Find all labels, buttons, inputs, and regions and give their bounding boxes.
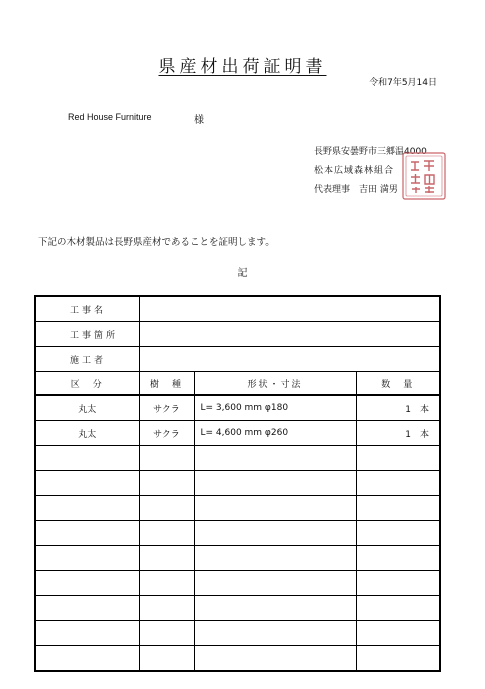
cell-category: 丸太	[35, 421, 139, 446]
cell-quantity	[356, 571, 440, 596]
table-row	[35, 646, 440, 672]
contractor-label: 施工者	[35, 347, 139, 372]
cell-species	[139, 521, 194, 546]
column-header-quantity: 数 量	[356, 372, 440, 396]
cell-quantity	[356, 596, 440, 621]
table-row	[35, 395, 440, 421]
issuer-organization: 松本広域森林組合	[314, 166, 395, 176]
cell-shape-dimensions	[194, 546, 356, 571]
header-row-project-name	[35, 296, 440, 322]
cell-species	[139, 646, 194, 672]
cell-category	[35, 446, 139, 471]
project-name-value	[139, 296, 440, 322]
cell-shape-dimensions	[194, 471, 356, 496]
cell-category	[35, 571, 139, 596]
cell-species	[139, 496, 194, 521]
issue-date: 令和7年5月14日	[369, 78, 437, 88]
cell-quantity	[356, 496, 440, 521]
contractor-value	[139, 347, 440, 372]
certification-statement: 下記の木材製品は長野県産材であることを証明します。	[38, 237, 275, 248]
column-header-category: 区 分	[35, 372, 139, 396]
column-header-row	[35, 372, 440, 396]
cell-category	[35, 496, 139, 521]
cell-shape-dimensions	[194, 646, 356, 672]
cell-quantity	[356, 471, 440, 496]
issuer-representative: 代表理事 吉田 満男	[314, 185, 398, 195]
recipient-honorific: 様	[194, 115, 204, 126]
certificate-table	[34, 295, 441, 672]
project-location-value	[139, 322, 440, 347]
table-row	[35, 496, 440, 521]
cell-category	[35, 596, 139, 621]
cell-quantity	[356, 521, 440, 546]
cell-species	[139, 621, 194, 646]
project-location-label: 工事箇所	[35, 322, 139, 347]
cell-species	[139, 471, 194, 496]
cell-shape-dimensions: L= 3,600 mm φ180	[194, 395, 356, 421]
cell-quantity: 1 本	[356, 421, 440, 446]
issuer-address: 長野県安曇野市三郷温4000	[314, 147, 427, 157]
cell-quantity	[356, 446, 440, 471]
cell-shape-dimensions	[194, 571, 356, 596]
cell-shape-dimensions	[194, 496, 356, 521]
cell-shape-dimensions	[194, 621, 356, 646]
document-title: 県産材出荷証明書	[158, 57, 327, 77]
table-row	[35, 571, 440, 596]
cell-quantity: 1 本	[356, 395, 440, 421]
cell-quantity	[356, 646, 440, 672]
cell-species: サクラ	[139, 421, 194, 446]
project-name-label: 工事名	[35, 296, 139, 322]
cell-category	[35, 621, 139, 646]
table-row	[35, 621, 440, 646]
cell-species	[139, 446, 194, 471]
cell-category	[35, 546, 139, 571]
cell-shape-dimensions	[194, 446, 356, 471]
cell-quantity	[356, 546, 440, 571]
cell-species	[139, 546, 194, 571]
header-row-project-location	[35, 322, 440, 347]
cell-shape-dimensions	[194, 596, 356, 621]
cell-category	[35, 471, 139, 496]
ki-heading: 記	[237, 268, 248, 279]
cell-category	[35, 646, 139, 672]
table-row	[35, 471, 440, 496]
cell-species: サクラ	[139, 395, 194, 421]
cell-species	[139, 571, 194, 596]
header-row-contractor	[35, 347, 440, 372]
cell-shape-dimensions	[194, 521, 356, 546]
cell-category: 丸太	[35, 395, 139, 421]
table-row	[35, 446, 440, 471]
table-row	[35, 521, 440, 546]
table-row	[35, 596, 440, 621]
cell-quantity	[356, 621, 440, 646]
official-seal-stamp	[400, 150, 448, 202]
column-header-shape-dimensions: 形状・寸法	[194, 372, 356, 396]
cell-category	[35, 521, 139, 546]
recipient-name: Red House Furniture	[68, 112, 152, 122]
cell-species	[139, 596, 194, 621]
column-header-species: 樹 種	[139, 372, 194, 396]
table-row	[35, 421, 440, 446]
cell-shape-dimensions: L= 4,600 mm φ260	[194, 421, 356, 446]
table-row	[35, 546, 440, 571]
